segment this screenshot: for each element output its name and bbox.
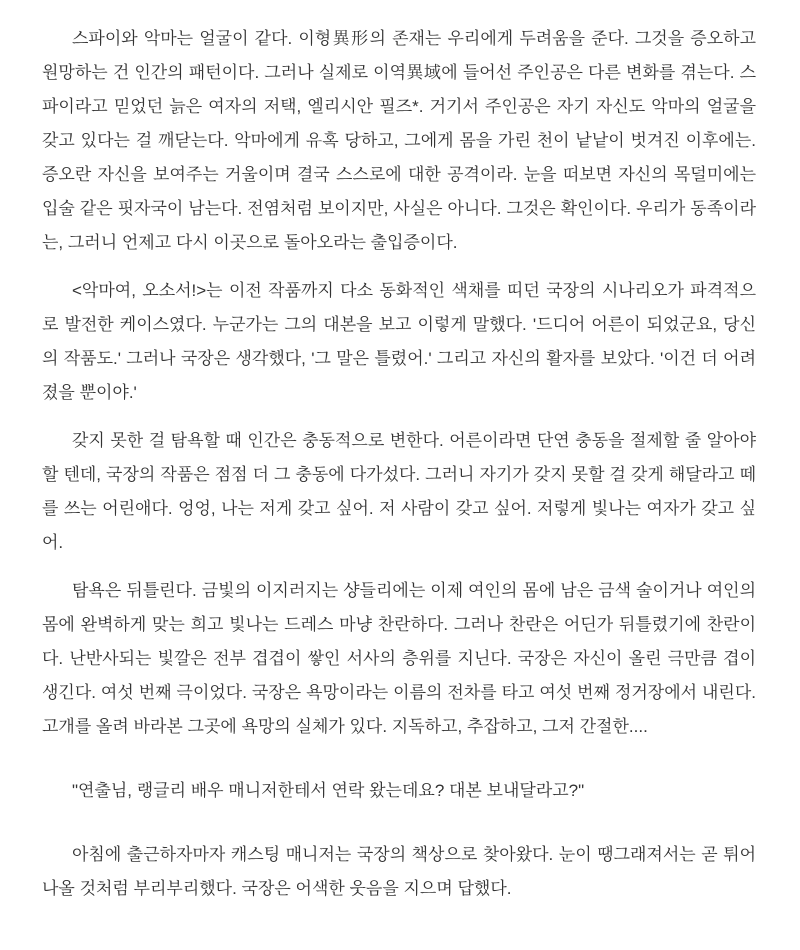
- paragraph-dialogue: "연출님, 랭글리 배우 매니저한테서 연락 왔는데요? 대본 보내달라고?": [72, 781, 585, 800]
- paragraph-narration-5: 아침에 출근하자마자 캐스팅 매니저는 국장의 책상으로 찾아왔다. 눈이 땡그래져서는 곧 튀어나올 것처럼 부리부리했다. 국장은 어색한 웃음을 지으며 답했다.: [42, 845, 756, 898]
- paragraph-narration-1: 스파이와 악마는 얼굴이 같다. 이형異形의 존재는 우리에게 두려움을 준다. 그것을 증오하고 원망하는 건 인간의 패턴이다. 그러나 실제로 이역異域에 들어선 주인공은 다른 변화를 겪는다. 스파이라고 믿었던 늙은 여자의 저택, 엘리시안 필즈*. 거기서 주인공은 자기 자신도 악마의 얼굴을 갖고 있다는 걸 깨닫는다. 악마에게 유혹 당하고, 그에게 몸을 가린 천이 낱낱이 벗겨진 이후에는. 증오란 자신을 보여주는 거울이며 결국 스스로에 대한 공격이라. 눈을 떠보면 자신의 목덜미에는 입술 같은 핏자국이 남는다. 전염처럼 보이지만, 사실은 아니다. 그것은 확인이다. 우리가 동족이라는, 그러니 언제고 다시 이곳으로 돌아오라는 출입증이다.: [42, 29, 756, 252]
- paragraph-narration-3: 갖지 못한 걸 탐욕할 때 인간은 충동적으로 변한다. 어른이라면 단연 충동을 절제할 줄 알아야 할 텐데, 국장의 작품은 점점 더 그 충동에 다가섰다. 그러니 자기가 갖지 못할 걸 갖게 해달라고 떼를 쓰는 어린애다. 엉엉, 나는 저게 갖고 싶어. 저 사람이 갖고 싶어. 저렇게 빛나는 여자가 갖고 싶어.: [42, 431, 756, 552]
- paragraph-narration-2: <악마여, 오소서!>는 이전 작품까지 다소 동화적인 색채를 띠던 국장의 시나리오가 파격적으로 발전한 케이스였다. 누군가는 그의 대본을 보고 이렇게 말했다. '드디어 어른이 되었군요, 당신의 작품도.' 그러나 국장은 생각했다, '그 말은 틀렸어.' 그리고 자신의 활자를 보았다. '이건 더 어려졌을 뿐이야.': [42, 281, 756, 402]
- paragraph-narration-4: 탐욕은 뒤틀린다. 금빛의 이지러지는 샹들리에는 이제 여인의 몸에 남은 금색 술이거나 여인의 몸에 완벽하게 맞는 희고 빛나는 드레스 마냥 찬란하다. 그러나 찬란은 어딘가 뒤틀렸기에 찬란이다. 난반사되는 빛깔은 전부 겹겹이 쌓인 서사의 층위를 지닌다. 국장은 자신이 올린 극만큼 겹이 생긴다. 여섯 번째 극이었다. 국장은 욕망이라는 이름의 전차를 타고 여섯 번째 정거장에서 내린다. 고개를 올려 바라본 그곳에 욕망의 실체가 있다. 지독하고, 추잡하고, 그저 간절한....: [42, 581, 756, 736]
